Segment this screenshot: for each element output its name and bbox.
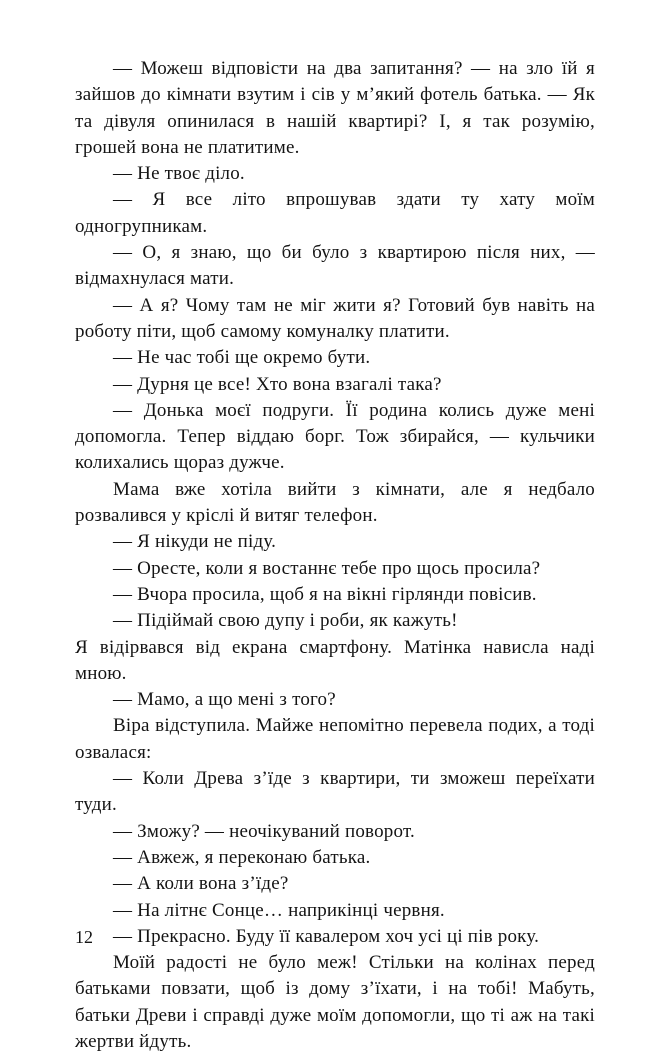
paragraph: — А я? Чому там не міг жити я? Готовий був навіть на роботу піти, щоб самому комуналку платити.: [75, 294, 595, 342]
paragraph: — На літнє Сонце… наприкінці червня.: [113, 899, 445, 921]
paragraph: — Можеш відповісти на два запитання? — на зло їй я зайшов до кімнати взутим і сів у м’який фотель батька. — Як та дівуля опинилася в нашій квартирі? І, я так розумію, грошей вона не платитиме.: [75, 58, 595, 158]
paragraph: Моїй радості не було меж! Стільки на колінах перед батьками повзати, щоб із дому з’їхати, і на тобі! Мабуть, батьки Древи і справді дуже моїм допомогли, що ті аж на такі жертви йдуть.: [75, 952, 595, 1052]
paragraph: — Вчора просила, щоб я на вікні гірлянди повісив.: [113, 583, 537, 605]
paragraph: — Я нікуди не піду.: [113, 531, 277, 553]
paragraph: — Прекрасно. Буду її кавалером хоч усі ці пів року.: [113, 925, 540, 947]
paragraph: — Не час тобі ще окремо бути.: [113, 347, 371, 369]
paragraph: — Донька моєї подруги. Її родина колись дуже мені допомогла. Тепер віддаю борг. Тож збирайся, — кульчики колихались щораз дужче.: [75, 399, 595, 474]
paragraph: — Коли Древа з’їде з квартири, ти зможеш переїхати туди.: [75, 768, 595, 816]
paragraph: — Підіймай свою дупу і роби, як кажуть!: [113, 610, 458, 632]
paragraph: — Я все літо впрошував здати ту хату моїм одногрупникам.: [75, 189, 595, 237]
paragraph: Віра відступила. Майже непомітно перевела подих, а тоді озвалася:: [75, 715, 595, 763]
page-number: 12: [75, 927, 93, 947]
paragraph: — Зможу? — неочікуваний поворот.: [113, 820, 415, 842]
paragraph: Я відірвався від екрана смартфону. Матінка нависла наді мною.: [75, 636, 595, 684]
paragraph: — Оресте, коли я востаннє тебе про щось просила?: [113, 557, 541, 579]
paragraph: — А коли вона з’їде?: [113, 873, 289, 895]
paragraph: — О, я знаю, що би було з квартирою після них, — відмахнулася мати.: [75, 242, 595, 290]
page-text: [75, 56, 595, 1055]
paragraph: — Мамо, а що мені з того?: [113, 689, 336, 711]
paragraph: — Авжеж, я переконаю батька.: [113, 846, 371, 868]
paragraph: — Дурня це все! Хто вона взагалі така?: [113, 373, 442, 395]
paragraph: — Не твоє діло.: [113, 163, 245, 185]
paragraph: Мама вже хотіла вийти з кімнати, але я недбало розвалився у кріслі й витяг телефон.: [75, 478, 595, 527]
